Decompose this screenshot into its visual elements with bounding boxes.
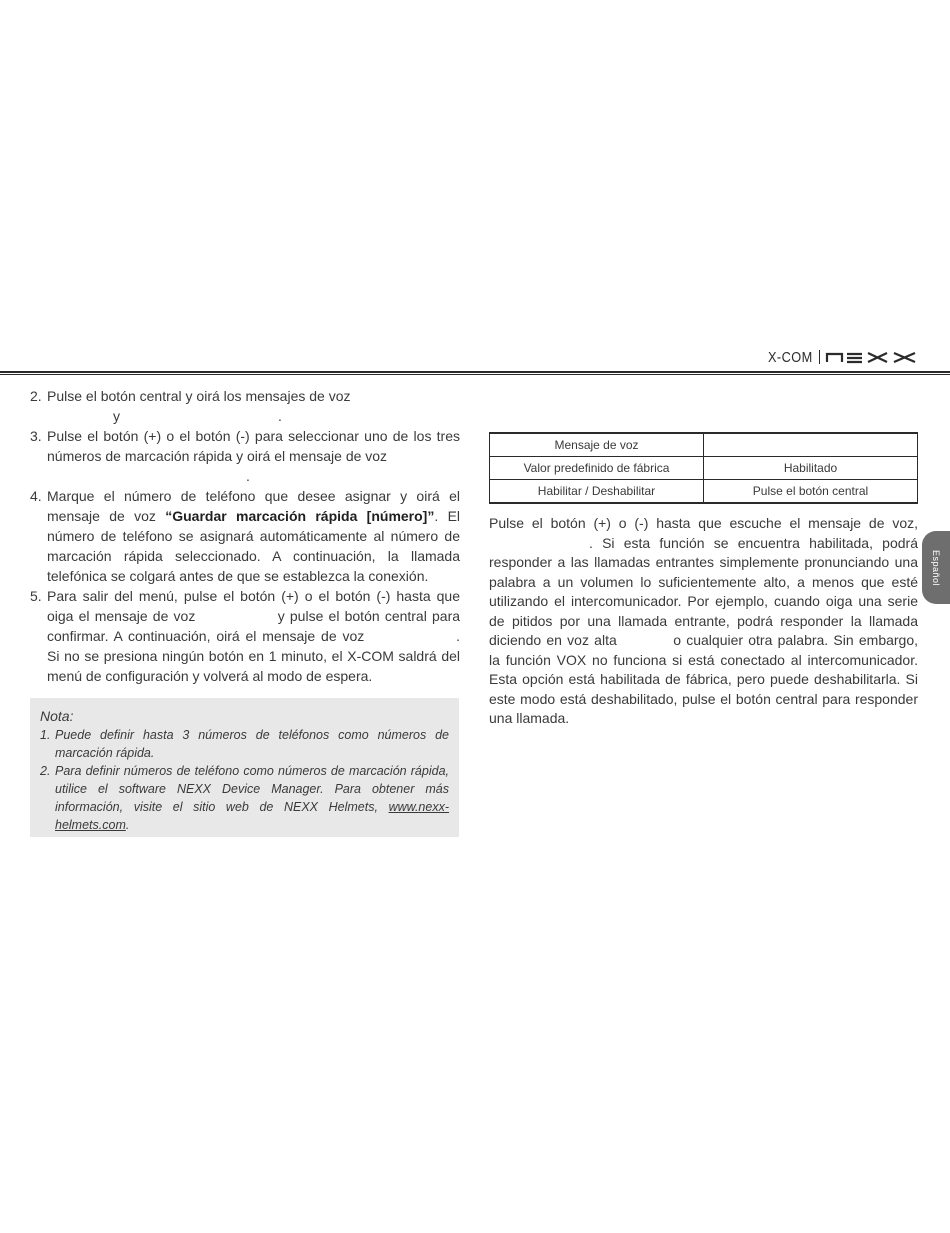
step-text: y pulse el botón central para confirmar. A continuación, oirá el mensaje de voz [47, 608, 461, 644]
settings-table [489, 432, 918, 504]
voice-message-quote: “Guardar marcación rápida [número]” [165, 508, 435, 524]
table-cell-label: Habilitar / Deshabilitar [490, 480, 704, 504]
paragraph-text: . Si esta función se encuentra habilitada, podrá responder a las llamadas entrantes simplemente pronunciando una palabra a un volumen lo suficientemente alto, a menos que esté utilizando el intercomunicador. Por ejemplo, cuando oiga una serie de pitidos por una llamada entrante, podrá responder la llamada diciendo en voz alta [489, 534, 918, 648]
step-text: Pulse el botón central y oirá los mensajes de voz [47, 388, 351, 404]
note-text: Para definir números de teléfono como números de marcación rápida, utilice el software NEXX Device Manager. Para obtener más información, visite el sitio web de NEXX Helmets, [55, 764, 449, 814]
brand-header [768, 346, 917, 368]
brand-separator [819, 350, 820, 364]
note-number: 2. [40, 764, 51, 778]
step-4 [30, 486, 460, 586]
note-text: Puede definir hasta 3 números de teléfonos como números de marcación rápida. [55, 728, 449, 760]
step-number: 3. [30, 428, 42, 444]
step-text: y [113, 408, 120, 424]
table-row [490, 457, 918, 480]
step-2 [30, 386, 460, 426]
table-row [490, 433, 918, 457]
note-item [40, 726, 449, 762]
table-cell-label: Valor predefinido de fábrica [490, 457, 704, 480]
nexx-logo-icon [825, 350, 917, 364]
step-text: Si no se presiona ningún botón en 1 minuto, el X-COM saldrá del menú de configuración y volverá al modo de espera. [47, 648, 460, 684]
step-text: . El número de teléfono se asignará automáticamente al número de marcación rápida seleccionado. A continuación, la llamada telefónica se colgará antes de que se establezca la conexión. [47, 508, 461, 584]
note-title: Nota: [40, 708, 74, 724]
model-name: X-COM [768, 348, 813, 366]
website-link[interactable]: www.nexx-helmets.com [55, 800, 449, 832]
step-text: . [278, 408, 282, 424]
step-3 [30, 426, 460, 486]
step-text: Para salir del menú, pulse el botón (+) o el botón (-) hasta que oiga el mensaje de voz [47, 588, 460, 624]
header-rule-thin [0, 374, 950, 375]
paragraph-text: o cualquier otra palabra. Sin embargo, la función VOX no funciona si está conectado al intercomunicador. Esta opción está habilitada de fábrica, pero puede deshabilitarla. Si este modo está deshabilitado, pulse el botón central para responder una llamada. [489, 632, 919, 726]
note-text: . [125, 818, 130, 832]
table-cell-value: Habilitado [704, 457, 918, 480]
step-number: 4. [30, 488, 42, 504]
steps-list [30, 386, 460, 686]
paragraph-text: Pulse el botón (+) o (-) hasta que escuche el mensaje de voz, [489, 515, 918, 531]
note-item [40, 762, 449, 834]
header-rule [0, 371, 950, 373]
note-box [30, 698, 459, 837]
table-row [490, 480, 918, 504]
step-text: . [246, 468, 250, 484]
step-text: . [456, 628, 460, 644]
step-number: 2. [30, 388, 42, 404]
table-cell-value [704, 433, 918, 457]
step-text: Pulse el botón (+) o el botón (-) para seleccionar uno de los tres números de marcación rápida y oirá el mensaje de voz [47, 428, 460, 464]
table-cell-value: Pulse el botón central [704, 480, 918, 504]
step-5 [30, 586, 460, 686]
note-number: 1. [40, 728, 51, 742]
vox-description [489, 514, 918, 729]
language-tab[interactable] [922, 531, 950, 604]
table-cell-label: Mensaje de voz [490, 433, 704, 457]
language-tab-label: Español [931, 549, 941, 586]
step-number: 5. [30, 588, 42, 604]
step-text: Marque el número de teléfono que desee asignar y oirá el mensaje de voz [47, 488, 460, 524]
